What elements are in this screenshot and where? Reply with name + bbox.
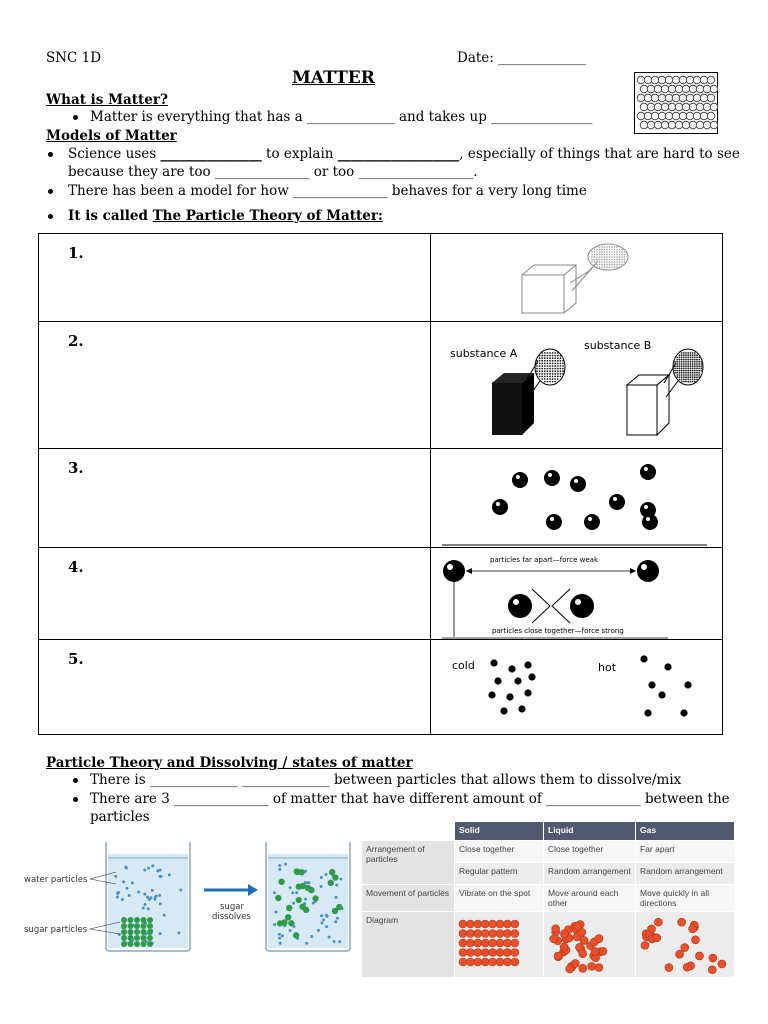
states-of-matter-table bbox=[362, 822, 734, 977]
models-heading: Models of Matter bbox=[46, 128, 177, 144]
row-label-arrangement: Arrangement of particles bbox=[362, 841, 454, 884]
cell: Move around each other bbox=[544, 885, 635, 911]
models-bullet-3: It is called The Particle Theory of Matter: bbox=[68, 208, 383, 224]
row-number: 1. bbox=[68, 244, 84, 262]
page-title: MATTER bbox=[292, 68, 375, 88]
bullet-icon bbox=[48, 214, 53, 219]
theory-row-2 bbox=[39, 321, 722, 449]
header-gas: Gas bbox=[636, 822, 734, 840]
cube-magnified-image bbox=[432, 235, 722, 321]
bullet-icon bbox=[73, 115, 78, 120]
what-is-matter-heading: What is Matter? bbox=[46, 92, 168, 108]
cell: Regular pattern bbox=[455, 863, 543, 884]
substances-image bbox=[432, 323, 722, 449]
cold-label: cold bbox=[452, 659, 475, 672]
dissolving-diagram bbox=[20, 838, 360, 953]
cell: Move quickly in all directions bbox=[636, 885, 734, 911]
theory-row-3 bbox=[39, 448, 722, 548]
bullet-icon bbox=[73, 797, 78, 802]
hot-label: hot bbox=[598, 661, 617, 674]
spaced-particles-image bbox=[432, 450, 722, 548]
row-number: 2. bbox=[68, 332, 84, 350]
cell: Random arrangement bbox=[636, 863, 734, 884]
dissolving-bullet-1: There is _____________ _____________ between particles that allows them to dissolve/mix bbox=[90, 772, 682, 788]
far-apart-label: particles far apart—force weak bbox=[490, 556, 599, 564]
dissolving-bullet-2: There are 3 ______________ of matter that have different amount of ______________ between the bbox=[90, 791, 730, 807]
header-solid: Solid bbox=[455, 822, 543, 840]
water-particles-label: water particles bbox=[24, 875, 88, 885]
row-number: 4. bbox=[68, 558, 84, 576]
close-together-label: particles close together—force strong bbox=[492, 627, 624, 635]
dissolving-heading: Particle Theory and Dissolving / states of matter bbox=[46, 755, 413, 771]
header-liquid: Liquid bbox=[544, 822, 635, 840]
bullet-icon bbox=[73, 778, 78, 783]
sugar-particles-label: sugar particles bbox=[24, 925, 88, 935]
cell: Vibrate on the spot bbox=[455, 885, 543, 911]
particles-image bbox=[634, 72, 718, 134]
cell: Far apart bbox=[636, 841, 734, 862]
course-code: SNC 1D bbox=[46, 50, 102, 66]
substance-b-label: substance B bbox=[584, 339, 652, 352]
theory-row-4 bbox=[39, 547, 722, 640]
theory-row-5 bbox=[39, 639, 722, 735]
row-label-diagram: Diagram bbox=[362, 912, 454, 977]
arrow-label-1: sugar bbox=[220, 902, 244, 912]
particle-theory-table bbox=[38, 233, 723, 735]
row-number: 5. bbox=[68, 650, 84, 668]
row-number: 3. bbox=[68, 459, 84, 477]
date-field: Date: _____________ bbox=[457, 50, 586, 66]
cell: Close together bbox=[544, 841, 635, 862]
cell: Random arrangement bbox=[544, 863, 635, 884]
bullet-icon bbox=[48, 189, 53, 194]
models-bullet-1: Science uses _______________ to explain __________________, especially of things that are hard to see bbox=[68, 146, 740, 162]
theory-row-1 bbox=[39, 234, 722, 322]
state-diagrams bbox=[455, 912, 734, 977]
cell: Close together bbox=[455, 841, 543, 862]
cold-hot-image bbox=[432, 641, 722, 735]
row-label-movement: Movement of particles bbox=[362, 885, 454, 911]
forces-image bbox=[432, 549, 722, 640]
substance-a-label: substance A bbox=[450, 347, 518, 360]
dissolving-bullet-2-line-2: particles bbox=[90, 809, 150, 825]
models-bullet-1-line-2: because they are too ______________ or too _________________. bbox=[68, 164, 478, 180]
models-bullet-2: There has been a model for how ______________ behaves for a very long time bbox=[68, 183, 587, 199]
arrow-label-2: dissolves bbox=[212, 912, 251, 922]
matter-definition: Matter is everything that has a _____________ and takes up _______________ bbox=[90, 109, 593, 125]
bullet-icon bbox=[48, 152, 53, 157]
